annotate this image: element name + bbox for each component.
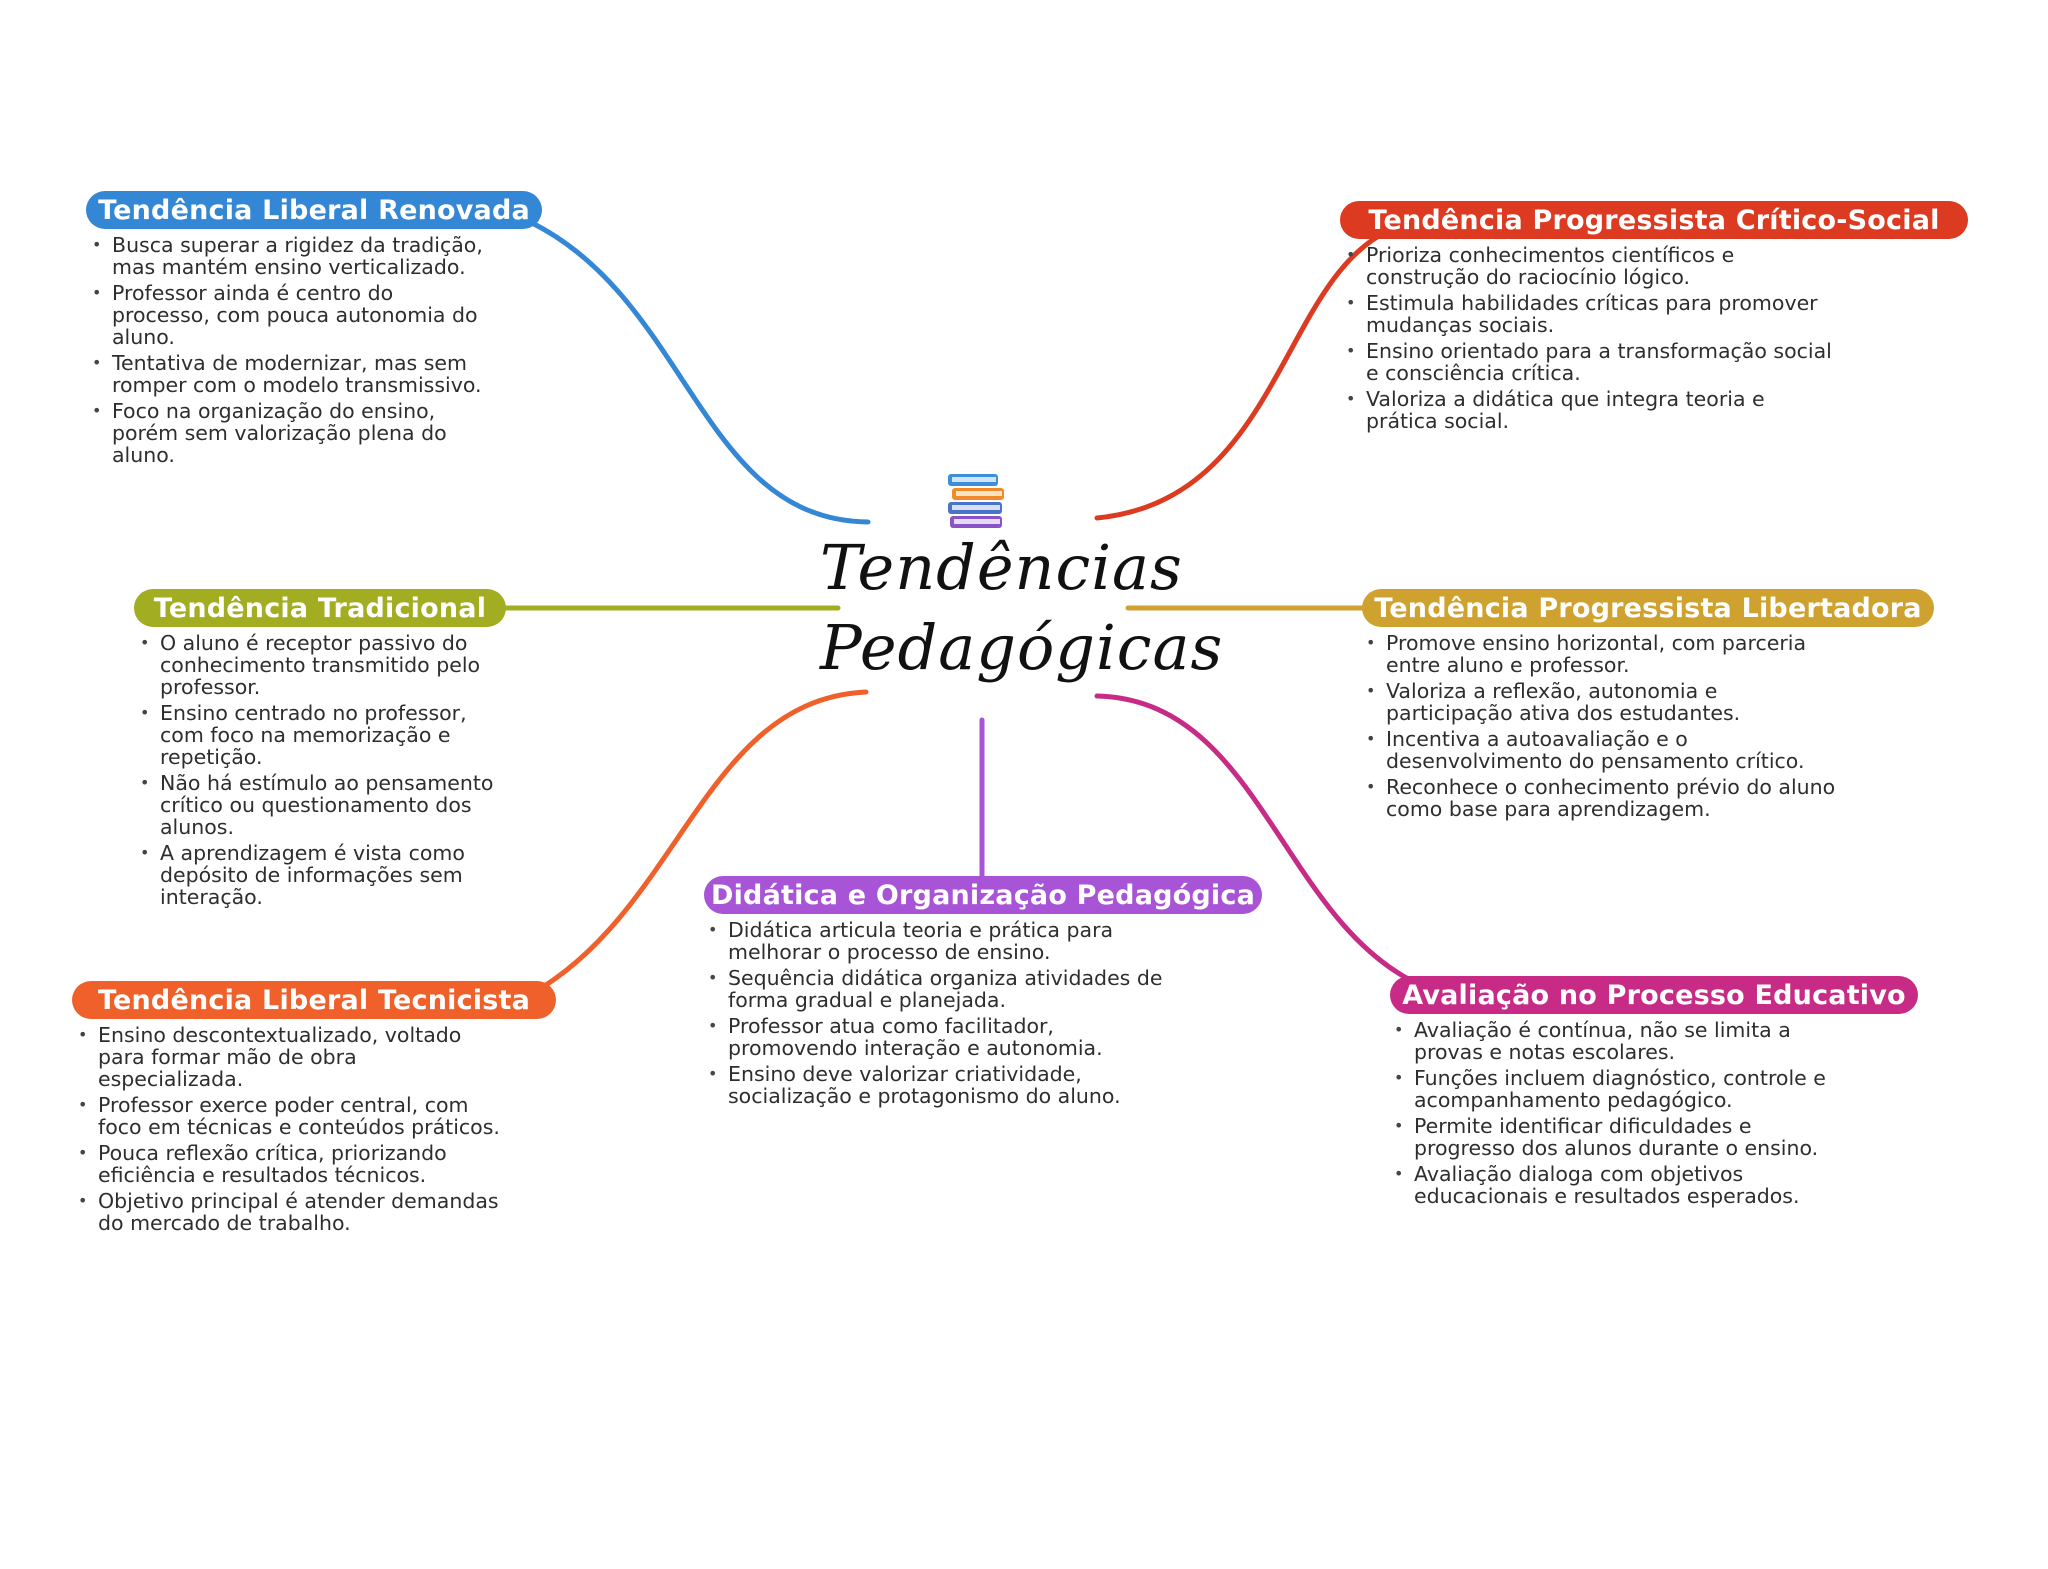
list-item: • Ensino orientado para a transformação social e consciência crítica.: [1344, 340, 1834, 384]
list-item: • Foco na organização do ensino, porém sem valorização plena do aluno.: [90, 400, 490, 466]
node-header-didatica[interactable]: Didática e Organização Pedagógica: [704, 876, 1262, 914]
books-icon: [946, 470, 1006, 530]
node-list-tradicional: [138, 632, 508, 912]
list-item: • Ensino deve valorizar criatividade, socialização e protagonismo do aluno.: [706, 1063, 1176, 1107]
list-item: • Professor exerce poder central, com foco em técnicas e conteúdos práticos.: [76, 1094, 506, 1138]
list-item: • Professor ainda é centro do processo, com pouca autonomia do aluno.: [90, 282, 490, 348]
list-item: • Ensino descontextualizado, voltado para formar mão de obra especializada.: [76, 1024, 506, 1090]
node-list-renovada: [90, 234, 490, 470]
list-item: • Avaliação dialoga com objetivos educacionais e resultados esperados.: [1392, 1163, 1832, 1207]
central-topic: [820, 528, 1224, 688]
list-item: • Promove ensino horizontal, com parceria entre aluno e professor.: [1364, 632, 1844, 676]
list-item: • Tentativa de modernizar, mas sem romper com o modelo transmissivo.: [90, 352, 490, 396]
node-list-tecnicista: [76, 1024, 506, 1238]
list-item: • Permite identificar dificuldades e progresso dos alunos durante o ensino.: [1392, 1115, 1832, 1159]
node-header-renovada[interactable]: Tendência Liberal Renovada: [86, 191, 542, 229]
list-item: • A aprendizagem é vista como depósito de informações sem interação.: [138, 842, 508, 908]
node-header-critico-social[interactable]: Tendência Progressista Crítico-Social: [1340, 201, 1968, 239]
list-item: • Reconhece o conhecimento prévio do aluno como base para aprendizagem.: [1364, 776, 1844, 820]
list-item: • Didática articula teoria e prática para melhorar o processo de ensino.: [706, 919, 1176, 963]
list-item: • Funções incluem diagnóstico, controle e acompanhamento pedagógico.: [1392, 1067, 1832, 1111]
list-item: • Valoriza a didática que integra teoria e prática social.: [1344, 388, 1834, 432]
connector-renovada: [530, 222, 868, 522]
list-item: • Professor atua como facilitador, promovendo interação e autonomia.: [706, 1015, 1176, 1059]
node-list-avaliacao: [1392, 1019, 1832, 1211]
list-item: • Objetivo principal é atender demandas do mercado de trabalho.: [76, 1190, 506, 1234]
node-header-avaliacao[interactable]: Avaliação no Processo Educativo: [1390, 976, 1918, 1014]
list-item: • O aluno é receptor passivo do conhecimento transmitido pelo professor.: [138, 632, 508, 698]
list-item: • Avaliação é contínua, não se limita a provas e notas escolares.: [1392, 1019, 1832, 1063]
node-header-tradicional[interactable]: Tendência Tradicional: [134, 589, 506, 627]
list-item: • Prioriza conhecimentos científicos e construção do raciocínio lógico.: [1344, 244, 1834, 288]
list-item: • Pouca reflexão crítica, priorizando eficiência e resultados técnicos.: [76, 1142, 506, 1186]
list-item: • Ensino centrado no professor, com foco na memorização e repetição.: [138, 702, 508, 768]
node-list-critico-social: [1344, 244, 1834, 436]
node-header-libertadora[interactable]: Tendência Progressista Libertadora: [1362, 589, 1934, 627]
central-title-line1: Tendências: [820, 531, 1183, 604]
list-item: • Busca superar a rigidez da tradição, mas mantém ensino verticalizado.: [90, 234, 490, 278]
list-item: • Não há estímulo ao pensamento crítico ou questionamento dos alunos.: [138, 772, 508, 838]
list-item: • Incentiva a autoavaliação e o desenvolvimento do pensamento crítico.: [1364, 728, 1844, 772]
list-item: • Valoriza a reflexão, autonomia e participação ativa dos estudantes.: [1364, 680, 1844, 724]
central-title-line2: Pedagógicas: [820, 611, 1224, 684]
node-header-tecnicista[interactable]: Tendência Liberal Tecnicista: [72, 981, 556, 1019]
list-item: • Estimula habilidades críticas para promover mudanças sociais.: [1344, 292, 1834, 336]
node-list-libertadora: [1364, 632, 1844, 824]
node-list-didatica: [706, 919, 1176, 1111]
list-item: • Sequência didática organiza atividades de forma gradual e planejada.: [706, 967, 1176, 1011]
